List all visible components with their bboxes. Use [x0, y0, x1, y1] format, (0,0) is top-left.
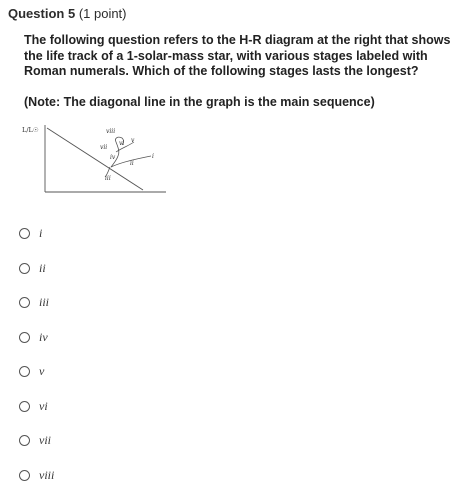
- stage-label-ii: ii: [130, 160, 134, 167]
- option-label: iii: [39, 294, 50, 309]
- radio-button[interactable]: [19, 297, 30, 308]
- stage-label-iii: iii: [105, 175, 111, 182]
- y-axis-label: L/L☉: [22, 126, 39, 134]
- question-header: [8, 6, 127, 21]
- stage-label-vii: vii: [100, 144, 108, 151]
- radio-button[interactable]: [19, 228, 30, 239]
- option-v[interactable]: [19, 363, 44, 379]
- radio-button[interactable]: [19, 366, 30, 377]
- option-i[interactable]: [19, 225, 42, 241]
- stage-label-v: v: [131, 137, 135, 144]
- main-sequence-line: [47, 128, 143, 190]
- option-ii[interactable]: [19, 260, 46, 276]
- hr-diagram: [18, 120, 168, 198]
- option-label: iv: [39, 329, 48, 344]
- option-label: vii: [39, 432, 51, 447]
- option-vii[interactable]: [19, 432, 51, 448]
- option-label: viii: [39, 467, 55, 482]
- option-iv[interactable]: [19, 329, 48, 345]
- option-label: i: [39, 225, 43, 240]
- question-points: (1 point): [78, 6, 127, 21]
- option-viii[interactable]: [19, 467, 54, 483]
- radio-button[interactable]: [19, 263, 30, 274]
- option-label: v: [39, 363, 45, 378]
- radio-button[interactable]: [19, 401, 30, 412]
- radio-button[interactable]: [19, 332, 30, 343]
- option-label: vi: [39, 398, 48, 413]
- option-vi[interactable]: [19, 398, 48, 414]
- option-iii[interactable]: [19, 294, 49, 310]
- radio-button[interactable]: [19, 435, 30, 446]
- option-label: ii: [39, 260, 46, 275]
- radio-button[interactable]: [19, 470, 30, 481]
- question-title: Question 5: [8, 6, 76, 21]
- stage-label-vi: vi: [119, 140, 125, 147]
- question-text: The following question refers to the H-R diagram at the right that shows the life track of a 1-solar-mass star, with various stages labeled with Roman numerals. Which of the following stages lasts the longest?: [24, 33, 451, 78]
- stage-label-iv: iv: [110, 154, 116, 161]
- question-note: (Note: The diagonal line in the graph is the main sequence): [24, 95, 375, 109]
- stage-label-viii: viii: [106, 128, 116, 135]
- stage-label-i: i: [152, 153, 154, 160]
